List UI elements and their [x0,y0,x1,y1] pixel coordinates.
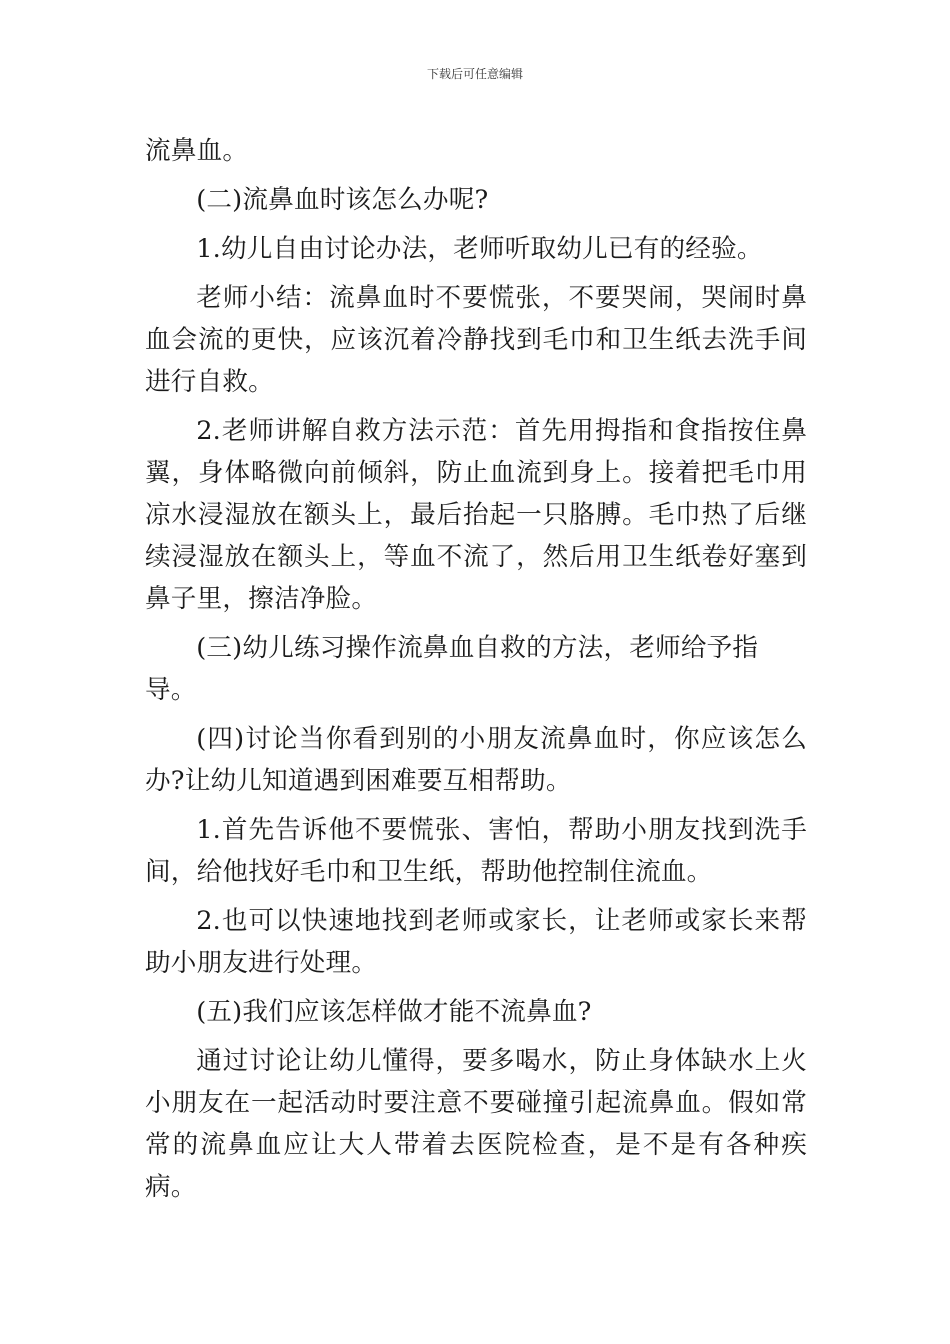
list-item: 2.老师讲解自救方法示范：首先用拇指和食指按住鼻翼，身体略微向前倾斜，防止血流到身上。接着把毛巾用凉水浸湿放在额头上，最后抬起一只胳膊。毛巾热了后继续浸湿放在额头上，等血不流了，然后用卫生纸卷好塞到鼻子里，擦洁净脸。 [145,416,807,614]
section-heading: (四)讨论当你看到别的小朋友流鼻血时，你应该怎么办?让幼儿知道遇到困难要互相帮助。 [145,724,807,796]
list-item: 2.也可以快速地找到老师或家长，让老师或家长来帮助小朋友进行处理。 [145,906,807,978]
section-heading: (三)幼儿练习操作流鼻血自救的方法，老师给予指导。 [145,633,759,705]
document-body [145,130,807,1215]
list-item: 1.幼儿自由讨论办法，老师听取幼儿已有的经验。 [196,234,763,264]
section-heading: (五)我们应该怎样做才能不流鼻血? [196,997,592,1027]
page-header: 下载后可任意编辑 [426,67,523,81]
list-item: 1.首先告诉他不要慌张、害怕，帮助小朋友找到洗手间，给他找好毛巾和卫生纸，帮助他控制住流血。 [145,815,807,887]
paragraph: 通过讨论让幼儿懂得，要多喝水，防止身体缺水上火小朋友在一起活动时要注意不要碰撞引起流鼻血。假如常常的流鼻血应让大人带着去医院检查，是不是有各种疾病。 [145,1046,807,1202]
paragraph: 流鼻血。 [145,136,249,166]
paragraph: 老师小结：流鼻血时不要慌张，不要哭闹，哭闹时鼻血会流的更快，应该沉着冷静找到毛巾和卫生纸去洗手间进行自救。 [145,283,807,397]
section-heading: (二)流鼻血时该怎么办呢? [196,185,489,215]
